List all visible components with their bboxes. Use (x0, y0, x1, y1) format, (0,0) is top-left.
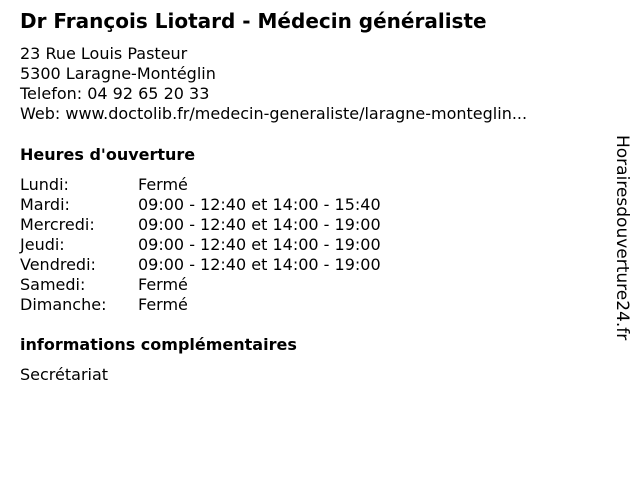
hours-row-thursday (20, 235, 440, 255)
day-label: Vendredi: (20, 255, 96, 274)
hours-row-saturday (20, 275, 440, 295)
page-title: Dr François Liotard - Médecin généraliste (20, 9, 487, 33)
day-label: Samedi: (20, 275, 86, 294)
opening-hours-table (20, 175, 440, 315)
address-street: 23 Rue Louis Pasteur (20, 44, 188, 63)
day-label: Dimanche: (20, 295, 107, 314)
additional-info-text: Secrétariat (20, 365, 109, 384)
opening-hours-heading: Heures d'ouverture (20, 145, 196, 164)
additional-info-heading: informations complémentaires (20, 335, 297, 354)
day-label: Lundi: (20, 175, 69, 194)
contact-block (20, 44, 527, 124)
day-hours: Fermé (138, 295, 188, 314)
website-link: Web: www.doctolib.fr/medecin-generaliste/laragne-monteglin... (20, 104, 528, 123)
hours-row-wednesday (20, 215, 440, 235)
hours-row-monday (20, 175, 440, 195)
day-hours: Fermé (138, 175, 188, 194)
day-label: Mardi: (20, 195, 70, 214)
day-label: Mercredi: (20, 215, 95, 234)
phone-number: Telefon: 04 92 65 20 33 (20, 84, 210, 103)
day-label: Jeudi: (20, 235, 65, 254)
hours-row-sunday (20, 295, 440, 315)
day-hours: Fermé (138, 275, 188, 294)
hours-row-friday (20, 255, 440, 275)
site-watermark: Horairesdouverture24.fr (612, 135, 632, 341)
hours-row-tuesday (20, 195, 440, 215)
day-hours: 09:00 - 12:40 et 14:00 - 19:00 (138, 255, 381, 274)
day-hours: 09:00 - 12:40 et 14:00 - 19:00 (138, 215, 381, 234)
address-city: 5300 Laragne-Montéglin (20, 64, 216, 83)
day-hours: 09:00 - 12:40 et 14:00 - 19:00 (138, 235, 381, 254)
day-hours: 09:00 - 12:40 et 14:00 - 15:40 (138, 195, 381, 214)
